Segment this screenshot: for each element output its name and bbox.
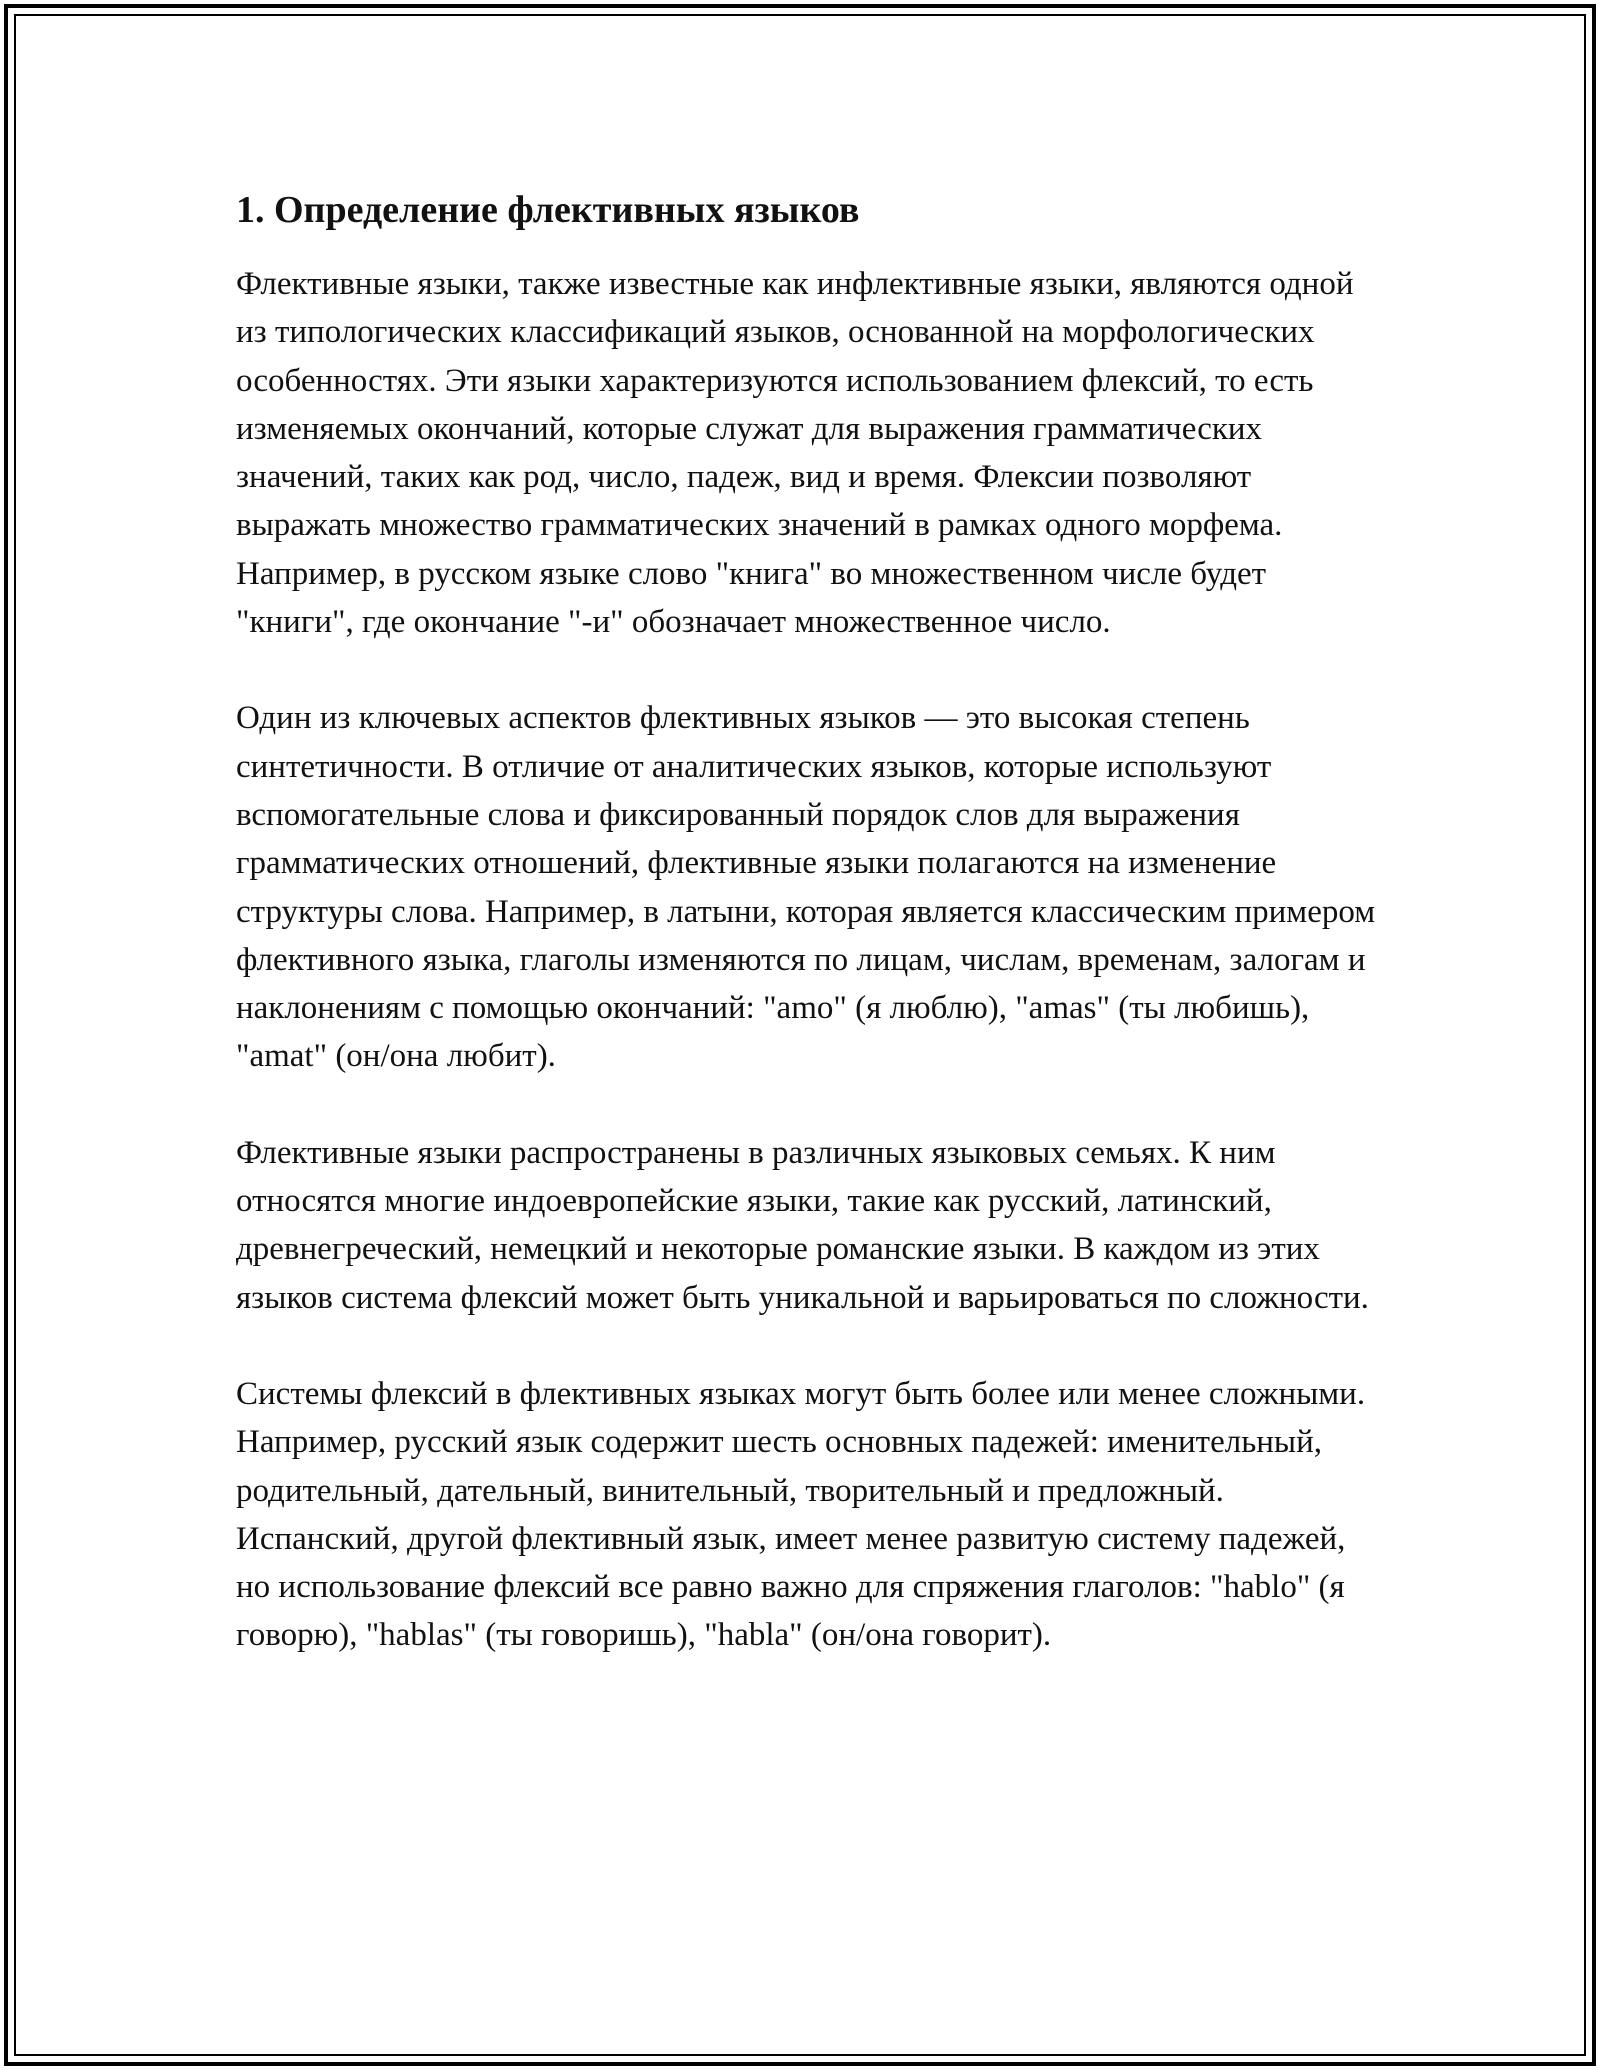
paragraph-4: Системы флексий в флективных языках могут быть более или менее сложными. Например, русский язык содержит шесть основных падежей: именительный, родительный, дательный, винительный, творительный и предложный. Испанский, другой флективный язык, имеет менее развитую систему падежей, но использование флексий все равно важно для спряжения глаголов: "hablo" (я говорю), "hablas" (ты говоришь), "habla" (он/она говорит). <box>236 1375 1366 1654</box>
paragraph-3: Флективные языки распространены в различных языковых семьях. К ним относятся многие индоевропейские языки, такие как русский, латинский, древнегреческий, немецкий и некоторые романские языки. В каждом из этих языков система флексий может быть уникальной и варьироваться по сложности. <box>236 1134 1369 1316</box>
paragraph-1: Флективные языки, также известные как инфлективные языки, являются одной из типологических классификаций языков, основанной на морфологических особенностях. Эти языки характеризуются использованием флексий, то есть изменяемых окончаний, которые служат для выражения грамматических значений, таких как род, число, падеж, вид и время. Флексии позволяют выражать множество грамматических значений в рамках одного морфема. Например, в русском языке слово "книга" во множественном числе будет "книги", где окончание "-и" обозначает множественное число. <box>236 266 1354 641</box>
section-heading: 1. Определение флективных языков <box>236 189 860 231</box>
document-body <box>236 186 1376 1708</box>
paragraph-2: Один из ключевых аспектов флективных языков — это высокая степень синтетичности. В отличие от аналитических языков, которые используют вспомогательные слова и фиксированный порядок слов для выражения грамматических отношений, флективные языки полагаются на изменение структуры слова. Например, в латыни, которая является классическим примером флективного языка, глаголы изменяются по лицам, числам, временам, залогам и наклонениям с помощью окончаний: "amo" (я люблю), "amas" (ты любишь), "amat" (он/она любит). <box>236 700 1376 1075</box>
